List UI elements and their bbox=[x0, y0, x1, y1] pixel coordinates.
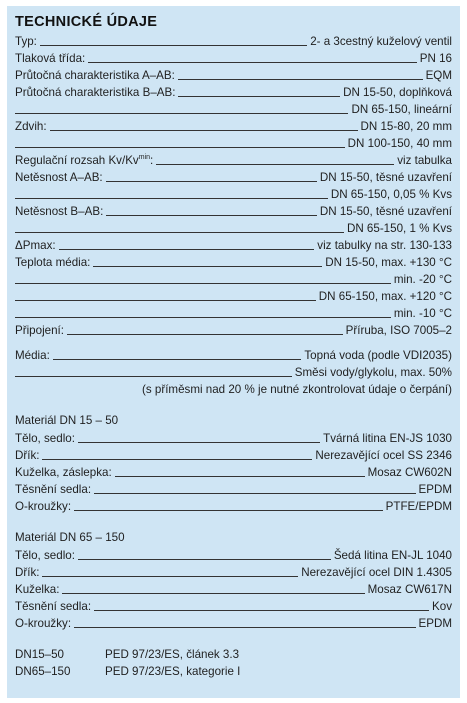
spec-value: DN 65-150, 1 % Kvs bbox=[346, 222, 452, 235]
leader-line bbox=[88, 62, 417, 63]
spec-label: Netěsnost A–AB: bbox=[15, 171, 103, 184]
ped-dn: DN65–150 bbox=[15, 665, 71, 678]
spec-value: min. -10 °C bbox=[393, 307, 452, 320]
ped-list bbox=[15, 646, 452, 680]
spec-row bbox=[15, 304, 452, 321]
spec-row bbox=[15, 363, 452, 380]
spec-label: Kuželka: bbox=[15, 583, 60, 596]
material-2-title: Materiál DN 65 – 150 bbox=[15, 531, 125, 544]
spec-value: Směsi vody/glykolu, max. 50% bbox=[294, 366, 452, 379]
leader-line bbox=[115, 476, 365, 477]
material-1-list bbox=[15, 429, 452, 514]
ped-text: PED 97/23/ES, kategorie I bbox=[105, 665, 241, 678]
spec-label: Připojení: bbox=[15, 324, 64, 337]
ped-dn: DN15–50 bbox=[15, 648, 64, 661]
leader-line bbox=[94, 610, 429, 611]
spec-row bbox=[15, 597, 452, 614]
spec-value: DN 65-150, max. +120 °C bbox=[318, 290, 452, 303]
spacer bbox=[15, 514, 452, 529]
spec-value: DN 65-150, lineární bbox=[351, 103, 452, 116]
spec-row bbox=[15, 151, 452, 168]
spec-value: EQM bbox=[425, 69, 452, 82]
spacer bbox=[15, 397, 452, 412]
spec-label: Těsnění sedla: bbox=[15, 600, 92, 613]
leader-line bbox=[15, 198, 328, 199]
spec-value: Šedá litina EN-JL 1040 bbox=[333, 549, 452, 562]
leader-line bbox=[178, 96, 340, 97]
spec-row bbox=[15, 185, 452, 202]
spec-value: Tvárná litina EN-JS 1030 bbox=[323, 432, 452, 445]
spec-label: Kuželka, záslepka: bbox=[15, 466, 112, 479]
spec-value: 2- a 3cestný kuželový ventil bbox=[310, 35, 452, 48]
spec-row bbox=[15, 287, 452, 304]
spec-label: Média: bbox=[15, 349, 50, 362]
spec-row bbox=[15, 236, 452, 253]
spec-row bbox=[15, 614, 452, 631]
section-title: TECHNICKÉ ÚDAJE bbox=[15, 14, 158, 30]
spec-row bbox=[15, 497, 452, 514]
leader-line bbox=[62, 593, 364, 594]
leader-line bbox=[15, 317, 391, 318]
spec-value: Nerezavějící ocel DIN 1.4305 bbox=[301, 566, 452, 579]
leader-line bbox=[59, 249, 315, 250]
spec-row bbox=[15, 463, 452, 480]
spec-value: Nerezavějící ocel SS 2346 bbox=[315, 449, 452, 462]
spec-value: EPDM bbox=[418, 617, 452, 630]
spec-row bbox=[15, 253, 452, 270]
spacer bbox=[15, 631, 452, 646]
spec-label: Tělo, sedlo: bbox=[15, 432, 75, 445]
spec-row bbox=[15, 49, 452, 66]
leader-line bbox=[15, 283, 391, 284]
spec-value: Topná voda (podle VDI2035) bbox=[304, 349, 452, 362]
leader-line bbox=[53, 359, 302, 360]
leader-line bbox=[78, 442, 320, 443]
leader-line bbox=[40, 45, 307, 46]
spec-label: Regulační rozsah $Kv/Kv^{min}$: bbox=[15, 154, 154, 167]
material-2-list bbox=[15, 546, 452, 631]
spec-row bbox=[15, 480, 452, 497]
spec-label: Těsnění sedla: bbox=[15, 483, 92, 496]
leader-line bbox=[74, 510, 383, 511]
spec-list bbox=[15, 32, 452, 338]
spec-label: Typ: bbox=[15, 35, 37, 48]
media-note-row bbox=[15, 380, 452, 397]
spec-value: DN 15-80, 20 mm bbox=[360, 120, 452, 133]
spec-label: O-kroužky: bbox=[15, 500, 72, 513]
spacer bbox=[15, 338, 452, 346]
material-1-title: Materiál DN 15 – 50 bbox=[15, 414, 119, 427]
spec-value: Mosaz CW602N bbox=[367, 466, 452, 479]
ped-text: PED 97/23/ES, článek 3.3 bbox=[105, 648, 240, 661]
spec-label: ΔPmax: bbox=[15, 239, 56, 252]
spec-label: Dřík: bbox=[15, 566, 40, 579]
spec-value: Kov bbox=[432, 600, 452, 613]
spec-row bbox=[15, 563, 452, 580]
spec-value: DN 15-50, těsné uzavření bbox=[319, 171, 452, 184]
spec-value: Příruba, ISO 7005–2 bbox=[345, 324, 452, 337]
leader-line bbox=[156, 164, 394, 165]
leader-line bbox=[178, 79, 423, 80]
leader-line bbox=[15, 147, 345, 148]
spec-label: Netěsnost B–AB: bbox=[15, 205, 104, 218]
spec-row bbox=[15, 202, 452, 219]
leader-line bbox=[106, 215, 317, 216]
leader-line bbox=[15, 113, 348, 114]
spec-row bbox=[15, 270, 452, 287]
spec-value: viz tabulka bbox=[397, 154, 452, 167]
spec-row bbox=[15, 429, 452, 446]
spec-label: Tělo, sedlo: bbox=[15, 549, 75, 562]
leader-line bbox=[15, 232, 344, 233]
spec-row bbox=[15, 580, 452, 597]
spec-row bbox=[15, 117, 452, 134]
spec-row bbox=[15, 446, 452, 463]
spec-value: DN 15-50, těsné uzavření bbox=[319, 205, 452, 218]
leader-line bbox=[42, 576, 298, 577]
leader-line bbox=[15, 376, 292, 377]
spec-label: Tlaková třída: bbox=[15, 52, 86, 65]
spec-value: Mosaz CW617N bbox=[367, 583, 452, 596]
leader-line bbox=[78, 559, 331, 560]
spec-row bbox=[15, 134, 452, 151]
spec-row bbox=[15, 168, 452, 185]
leader-line bbox=[67, 334, 343, 335]
media-list bbox=[15, 346, 452, 380]
spec-row bbox=[15, 32, 452, 49]
spec-value: viz tabulky na str. 130-133 bbox=[317, 239, 452, 252]
spec-value: PN 16 bbox=[419, 52, 452, 65]
spec-label: Dřík: bbox=[15, 449, 40, 462]
spec-value: DN 15-50, max. +130 °C bbox=[325, 256, 452, 269]
leader-line bbox=[74, 627, 415, 628]
ped-row bbox=[15, 646, 452, 663]
spec-value: min. -20 °C bbox=[393, 273, 452, 286]
leader-line bbox=[42, 459, 312, 460]
leader-line bbox=[94, 493, 415, 494]
spec-value: EPDM bbox=[418, 483, 452, 496]
leader-line bbox=[93, 266, 322, 267]
spec-row bbox=[15, 219, 452, 236]
spec-row bbox=[15, 100, 452, 117]
spec-label: O-kroužky: bbox=[15, 617, 72, 630]
spec-value: DN 100-150, 40 mm bbox=[347, 137, 452, 150]
spec-row bbox=[15, 546, 452, 563]
spec-value: DN 65-150, 0,05 % Kvs bbox=[330, 188, 452, 201]
media-note: (s příměsmi nad 20 % je nutné zkontrolovat údaje o čerpání) bbox=[142, 383, 452, 396]
spec-value: PTFE/EPDM bbox=[385, 500, 452, 513]
spec-label: Teplota média: bbox=[15, 256, 91, 269]
spec-row bbox=[15, 321, 452, 338]
ped-row bbox=[15, 663, 452, 680]
spec-label: Průtočná charakteristika B–AB: bbox=[15, 86, 176, 99]
spec-row bbox=[15, 66, 452, 83]
technical-data-panel bbox=[7, 6, 460, 698]
leader-line bbox=[106, 181, 317, 182]
leader-line bbox=[50, 130, 358, 131]
spec-value: DN 15-50, doplňková bbox=[343, 86, 452, 99]
leader-line bbox=[15, 300, 316, 301]
spec-label: Zdvih: bbox=[15, 120, 47, 133]
spec-row bbox=[15, 83, 452, 100]
spec-label: Průtočná charakteristika A–AB: bbox=[15, 69, 175, 82]
spec-row bbox=[15, 346, 452, 363]
